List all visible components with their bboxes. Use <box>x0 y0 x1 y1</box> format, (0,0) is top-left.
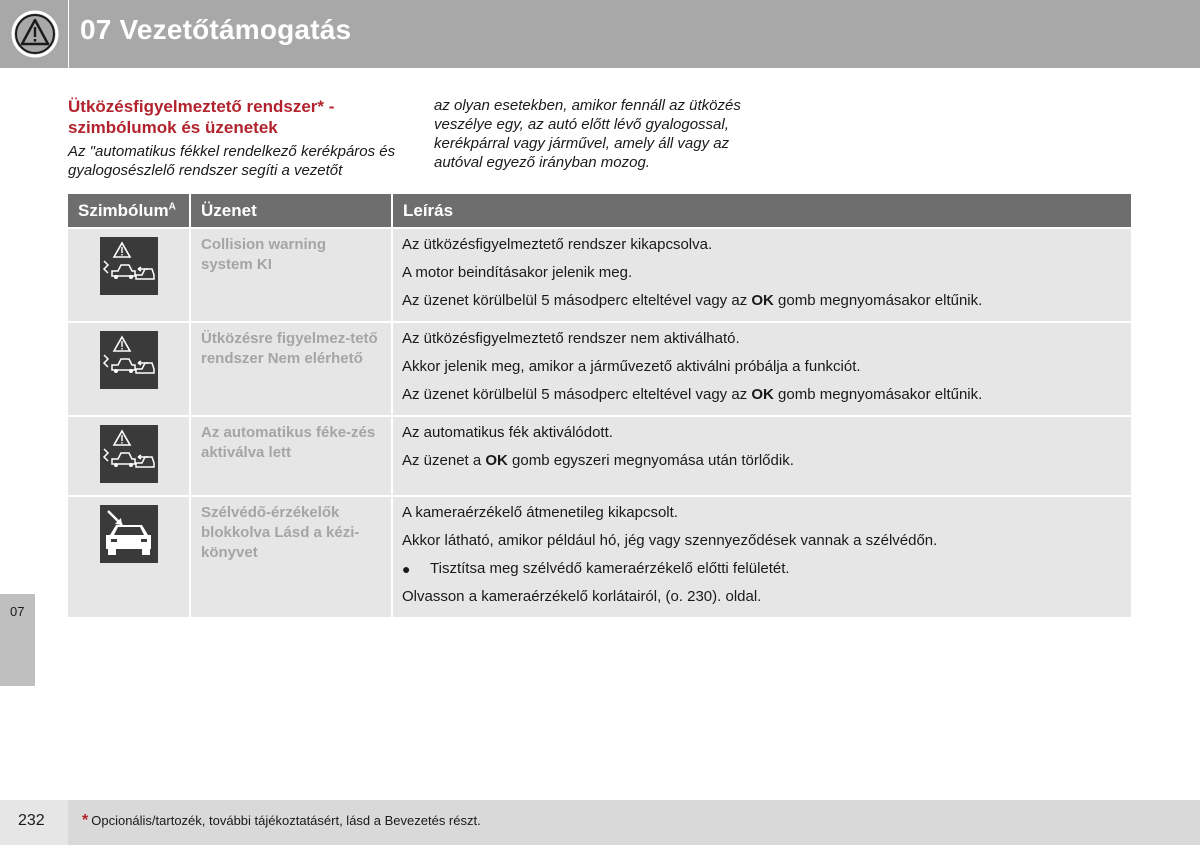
message-cell: Az automatikus féke-zés aktiválva lett <box>191 415 393 495</box>
description-cell <box>393 227 1131 321</box>
symbol-header-label: Szimbólum <box>78 200 169 220</box>
column-header-message: Üzenet <box>191 194 393 227</box>
collision-warning-icon <box>100 331 158 389</box>
footnote <box>82 812 481 830</box>
page-number-box <box>0 800 68 845</box>
page-header <box>0 0 1200 68</box>
description-line <box>402 385 1121 405</box>
description-line: Az ütközésfigyelmeztető rendszer nem aktiválható. <box>402 330 740 347</box>
collision-warning-icon <box>100 425 158 483</box>
table-row <box>68 227 1131 321</box>
description-line: A kameraérzékelő átmenetileg kikapcsolt. <box>402 504 678 521</box>
text-part: gomb megnyomásakor eltűnik. <box>773 292 983 309</box>
text-part: Az üzenet körülbelül 5 másodperc elteltével vagy az <box>402 292 752 309</box>
message-cell: Collision warning system KI <box>191 227 393 321</box>
description-line: Akkor látható, amikor például hó, jég vagy szennyeződések vannak a szélvédőn. <box>402 532 938 549</box>
ok-button-label: OK <box>751 386 774 403</box>
description-cell <box>393 415 1131 495</box>
description-line: Akkor jelenik meg, amikor a járművezető aktiválni próbálja a funkciót. <box>402 358 861 375</box>
description-line: A motor beindításakor jelenik meg. <box>402 264 633 281</box>
symbol-cell <box>68 415 191 495</box>
windshield-sensor-icon <box>100 505 158 563</box>
footnote-text: Opcionális/tartozék, további tájékoztatásért, lásd a Bevezetés részt. <box>91 813 481 828</box>
description-line: Olvasson a kameraérzékelő korlátairól, (o. 230). oldal. <box>402 588 762 605</box>
symbol-cell <box>68 227 191 321</box>
table-row <box>68 415 1131 495</box>
symbol-header-footnote: A <box>168 200 176 212</box>
ok-button-label: OK <box>751 292 774 309</box>
intro-text-left: Az "automatikus fékkel rendelkező kerékpáros és gyalogosészlelő rendszer segíti a vezetőt <box>68 143 396 179</box>
table-header-row <box>68 194 1131 227</box>
description-line <box>402 451 1121 471</box>
column-header-description: Leírás <box>393 194 1131 227</box>
message-cell: Ütközésre figyelmez-tető rendszer Nem elérhető <box>191 321 393 415</box>
chapter-tab-label: 07 <box>10 604 25 619</box>
intro-section <box>68 96 408 180</box>
text-part: Az üzenet a <box>402 452 486 469</box>
text-part: Az üzenet körülbelül 5 másodperc elteltével vagy az <box>402 386 752 403</box>
collision-warning-icon <box>100 237 158 295</box>
messages-table <box>68 194 1131 617</box>
header-divider <box>68 0 69 68</box>
bullet-icon: ● <box>402 561 411 577</box>
bullet-item <box>402 559 1121 579</box>
section-title: Ütközésfigyelmeztető rendszer* - szimbólumok és üzenetek <box>68 97 335 137</box>
description-line <box>402 291 1121 311</box>
symbol-cell <box>68 321 191 415</box>
intro-text-right: az olyan esetekben, amikor fennáll az ütközés veszélye egy, az autó előtt lévő gyalogossal, kerékpárral vagy járművel, amely áll vagy az autóval egyező irányban mozog. <box>434 97 741 171</box>
page-number: 232 <box>18 812 45 829</box>
text-part: gomb egyszeri megnyomása után törlődik. <box>507 452 794 469</box>
symbol-cell <box>68 495 191 617</box>
footnote-star: * <box>82 812 89 829</box>
table-row <box>68 495 1131 617</box>
bullet-text: Tisztítsa meg szélvédő kameraérzékelő előtti felületét. <box>430 560 790 577</box>
chapter-title: 07 Vezetőtámogatás <box>80 14 352 45</box>
description-cell <box>393 321 1131 415</box>
description-cell <box>393 495 1131 617</box>
page-footer <box>0 800 1200 845</box>
message-cell: Szélvédő-érzékelők blokkolva Lásd a kézi-könyvet <box>191 495 393 617</box>
text-part: gomb megnyomásakor eltűnik. <box>773 386 983 403</box>
chapter-side-tab <box>0 594 35 686</box>
description-line: Az automatikus fék aktiválódott. <box>402 424 613 441</box>
warning-triangle-icon <box>8 8 62 60</box>
ok-button-label: OK <box>485 452 508 469</box>
column-header-symbol <box>68 194 191 227</box>
table-row <box>68 321 1131 415</box>
description-line: Az ütközésfigyelmeztető rendszer kikapcsolva. <box>402 236 713 253</box>
